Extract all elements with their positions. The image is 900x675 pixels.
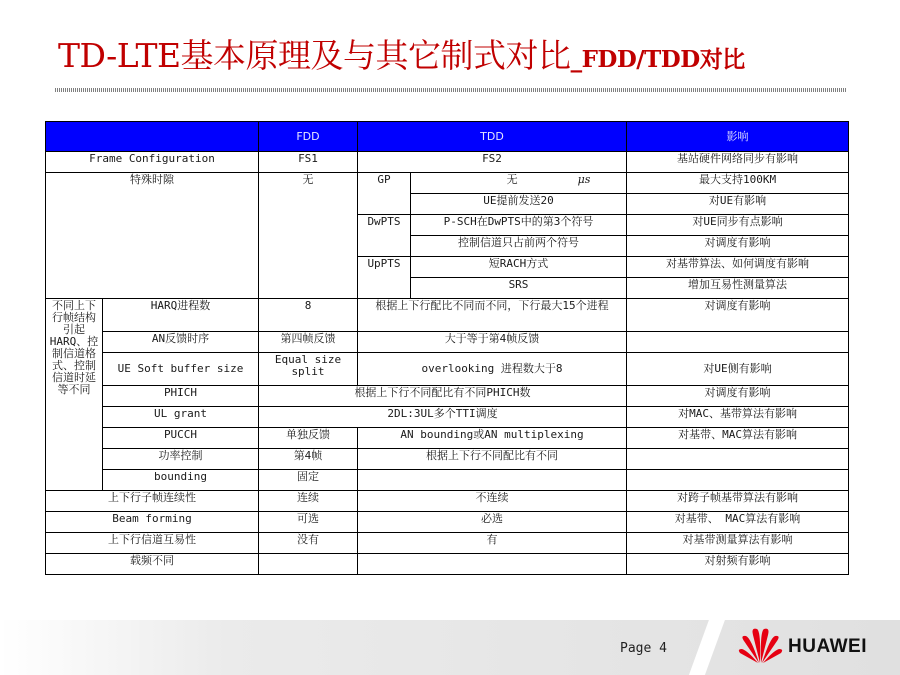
row-label: PHICH [103, 386, 259, 407]
header-tdd: TDD [358, 122, 627, 152]
table-row [46, 152, 849, 173]
fdd-cell: 无 [259, 173, 358, 299]
impact-cell [627, 449, 849, 470]
header-fdd: FDD [259, 122, 358, 152]
impact-cell: 对UE有影响 [627, 194, 849, 215]
row-label: PUCCH [103, 428, 259, 449]
tdd-cell [358, 554, 627, 575]
impact-cell: 最大支持100KM [627, 173, 849, 194]
fdd-cell: 8 [259, 299, 358, 332]
table-row [46, 407, 849, 428]
tdd-cell: 控制信道只占前两个符号 [411, 236, 627, 257]
tdd-cell: P-SCH在DwPTS中的第3个符号 [411, 215, 627, 236]
comparison-table [45, 121, 849, 575]
huawei-logo-icon [738, 625, 783, 665]
tdd-cell: FS2 [358, 152, 627, 173]
header-impact: 影响 [627, 122, 849, 152]
microsecond-unit: μs [577, 173, 591, 186]
table-row [46, 332, 849, 353]
tdd-cell: 有 [358, 533, 627, 554]
row-label: Beam forming [46, 512, 259, 533]
tdd-cell: UE提前发送20 [411, 194, 627, 215]
impact-cell: 对UE侧有影响 [627, 353, 849, 386]
impact-cell: 对调度有影响 [627, 299, 849, 332]
impact-cell: 对基带、 MAC算法有影响 [627, 512, 849, 533]
title-divider [55, 88, 846, 92]
table-row [46, 353, 849, 386]
dwpts-label: DwPTS [358, 215, 411, 257]
table-row [46, 533, 849, 554]
fdd-cell [259, 554, 358, 575]
gp-label: GP [358, 173, 411, 215]
title-sub: _FDD/TDD对比 [570, 46, 745, 73]
row-label: AN反馈时序 [103, 332, 259, 353]
row-label: HARQ进程数 [103, 299, 259, 332]
fdd-cell: Equal size split [259, 353, 358, 386]
impact-cell: 对射频有影响 [627, 554, 849, 575]
fdd-cell: 可选 [259, 512, 358, 533]
fdd-cell: 固定 [259, 470, 358, 491]
page-number: Page 4 [620, 641, 667, 656]
row-label: UL grant [103, 407, 259, 428]
tdd-cell: 不连续 [358, 491, 627, 512]
table-row [46, 491, 849, 512]
fdd-cell: 连续 [259, 491, 358, 512]
tdd-cell: 2DL:3UL多个TTI调度 [259, 407, 627, 428]
row-label: bounding [103, 470, 259, 491]
impact-cell: 对基带算法、如何调度有影响 [627, 257, 849, 278]
row-label: Frame Configuration [46, 152, 259, 173]
tdd-cell [358, 470, 627, 491]
title-main: TD-LTE基本原理及与其它制式对比 [58, 36, 571, 75]
fdd-cell: 没有 [259, 533, 358, 554]
tdd-cell: 根据上下行不同配比有不同 [358, 449, 627, 470]
row-label: 上下行子帧连续性 [46, 491, 259, 512]
uppts-label: UpPTS [358, 257, 411, 299]
fdd-cell: 第4帧 [259, 449, 358, 470]
tdd-cell: AN bounding或AN multiplexing [358, 428, 627, 449]
tdd-cell: 根据上下行不同配比有不同PHICH数 [259, 386, 627, 407]
impact-cell: 对MAC、基带算法有影响 [627, 407, 849, 428]
table-row [46, 386, 849, 407]
row-label: 载频不同 [46, 554, 259, 575]
table-row [46, 470, 849, 491]
table-header-row [46, 122, 849, 152]
tdd-cell: 短RACH方式 [411, 257, 627, 278]
fdd-cell: FS1 [259, 152, 358, 173]
tdd-cell: 必选 [358, 512, 627, 533]
impact-cell [627, 470, 849, 491]
table-row [46, 512, 849, 533]
tdd-cell: 大于等于第4帧反馈 [358, 332, 627, 353]
slide-title [58, 30, 745, 77]
impact-cell: 增加互易性测量算法 [627, 278, 849, 299]
tdd-cell: 无 μs [411, 173, 627, 194]
impact-cell: 对基带测量算法有影响 [627, 533, 849, 554]
row-label: 上下行信道互易性 [46, 533, 259, 554]
impact-cell: 对调度有影响 [627, 236, 849, 257]
table-row [46, 299, 849, 332]
table-row [46, 449, 849, 470]
impact-cell: 对跨子帧基带算法有影响 [627, 491, 849, 512]
tdd-cell: 根据上下行配比不同而不同，下行最大15个进程 [358, 299, 627, 332]
row-label: UE Soft buffer size [103, 353, 259, 386]
table-row [46, 554, 849, 575]
frame-structure-group-label: 不同上下行帧结构引起HARQ、控制信道格式、控制信道时延等不同 [46, 299, 103, 491]
impact-cell: 对基带、MAC算法有影响 [627, 428, 849, 449]
fdd-cell: 第四帧反馈 [259, 332, 358, 353]
tdd-cell: SRS [411, 278, 627, 299]
tdd-cell: overlooking 进程数大于8 [358, 353, 627, 386]
fdd-cell: 单独反馈 [259, 428, 358, 449]
row-label: 功率控制 [103, 449, 259, 470]
header-blank [46, 122, 259, 152]
brand-name: HUAWEI [788, 636, 867, 657]
table-row [46, 173, 849, 194]
impact-cell: 对UE同步有点影响 [627, 215, 849, 236]
impact-cell: 基站硬件网络同步有影响 [627, 152, 849, 173]
impact-cell [627, 332, 849, 353]
table-row [46, 428, 849, 449]
special-slot-label: 特殊时隙 [46, 173, 259, 299]
impact-cell: 对调度有影响 [627, 386, 849, 407]
